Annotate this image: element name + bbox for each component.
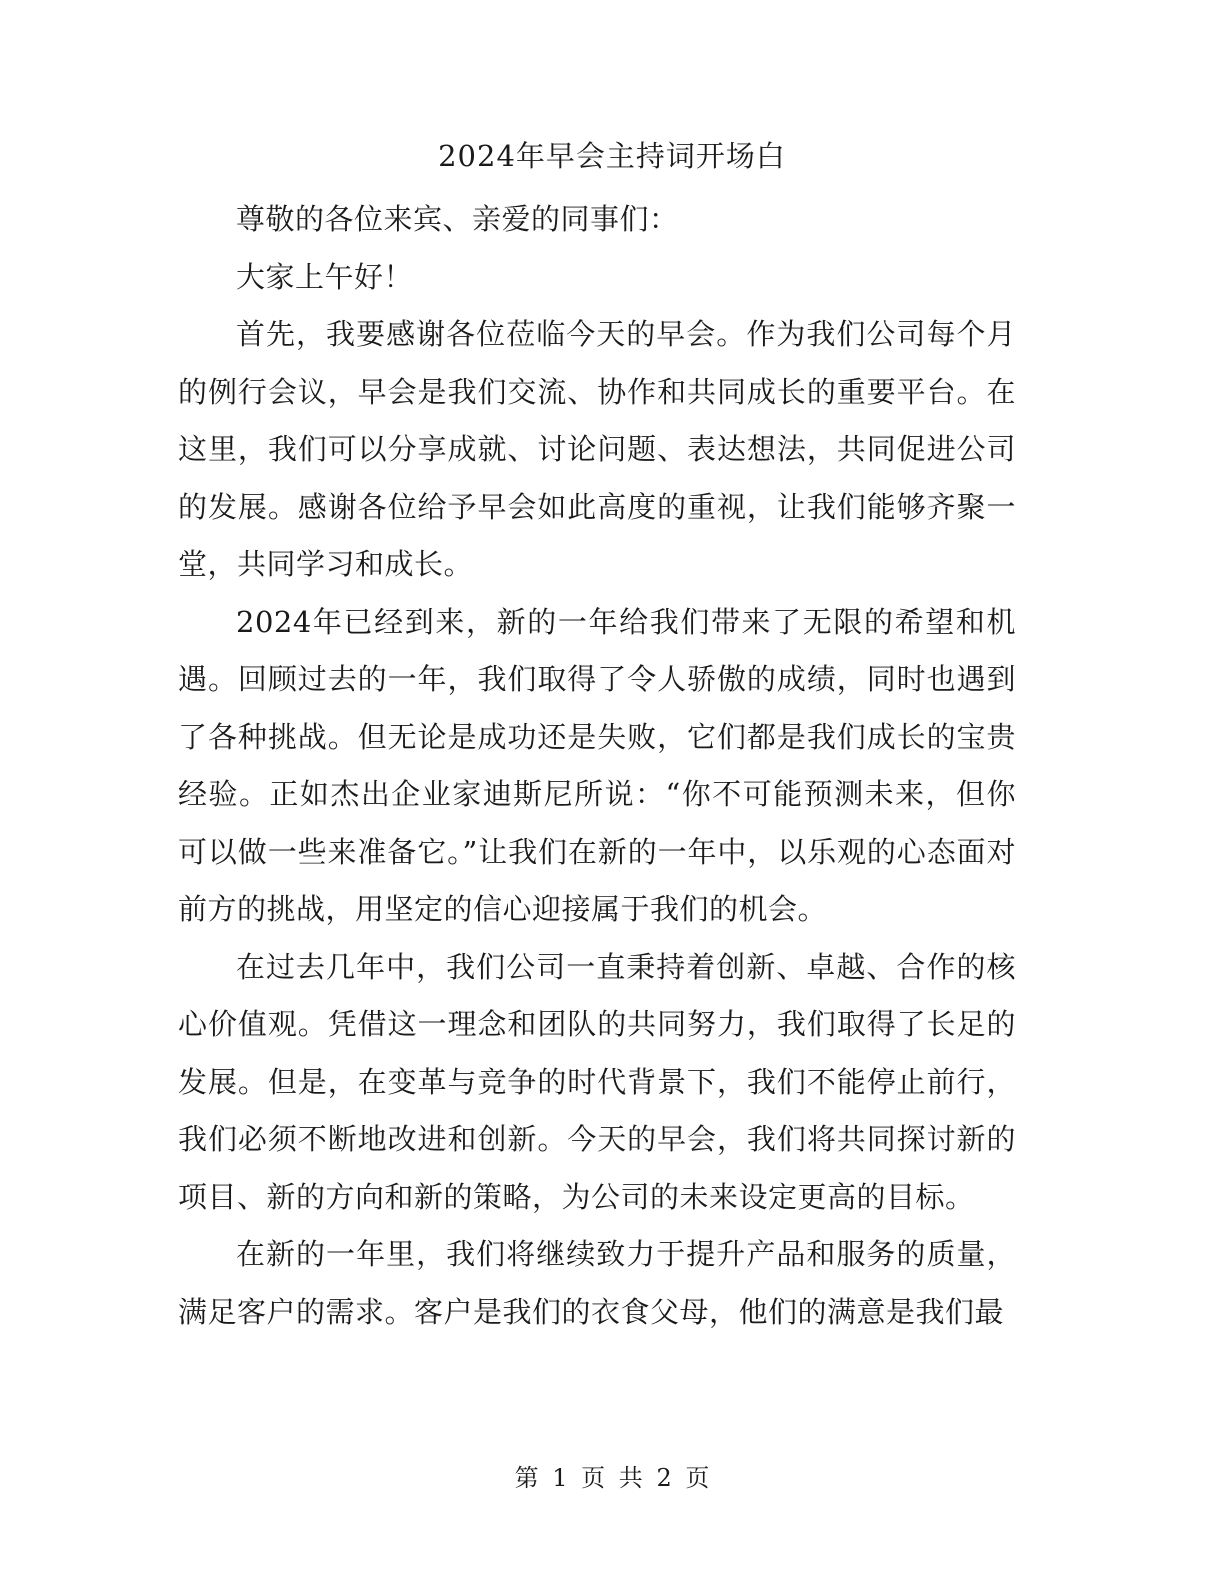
body-paragraph: 首先，我要感谢各位莅临今天的早会。作为我们公司每个月的例行会议，早会是我们交流、协作和共同成长的重要平台。在这里，我们可以分享成就、讨论问题、表达想法，共同促进公司的发展。感谢各位给予早会如此高度的重视，让我们能够齐聚一堂，共同学习和成长。 [178,317,1016,581]
greeting: 大家上午好！ [236,259,414,294]
document-title: 2024年早会主持词开场白 [438,139,786,173]
document-body [178,191,1016,1341]
body-paragraph: 2024年已经到来，新的一年给我们带来了无限的希望和机遇。回顾过去的一年，我们取得了令人骄傲的成绩，同时也遇到了各种挑战。但无论是成功还是失败，它们都是我们成长的宝贵经验。正如杰出企业家迪斯尼所说：“你不可能预测未来，但你可以做一些来准备它。”让我们在新的一年中，以乐观的心态面对前方的挑战，用坚定的信心迎接属于我们的机会。 [178,604,1016,926]
body-paragraph: 在过去几年中，我们公司一直秉持着创新、卓越、合作的核心价值观。凭借这一理念和团队的共同努力，我们取得了长足的发展。但是，在变革与竞争的时代背景下，我们不能停止前行，我们必须不断地改进和创新。今天的早会，我们将共同探讨新的项目、新的方向和新的策略，为公司的未来设定更高的目标。 [178,949,1016,1214]
page-number-footer: 第 1 页 共 2 页 [514,1464,710,1492]
body-paragraph: 在新的一年里，我们将继续致力于提升产品和服务的质量，满足客户的需求。客户是我们的衣食父母，他们的满意是我们最 [178,1237,1016,1329]
salutation: 尊敬的各位来宾、亲爱的同事们： [236,202,679,236]
